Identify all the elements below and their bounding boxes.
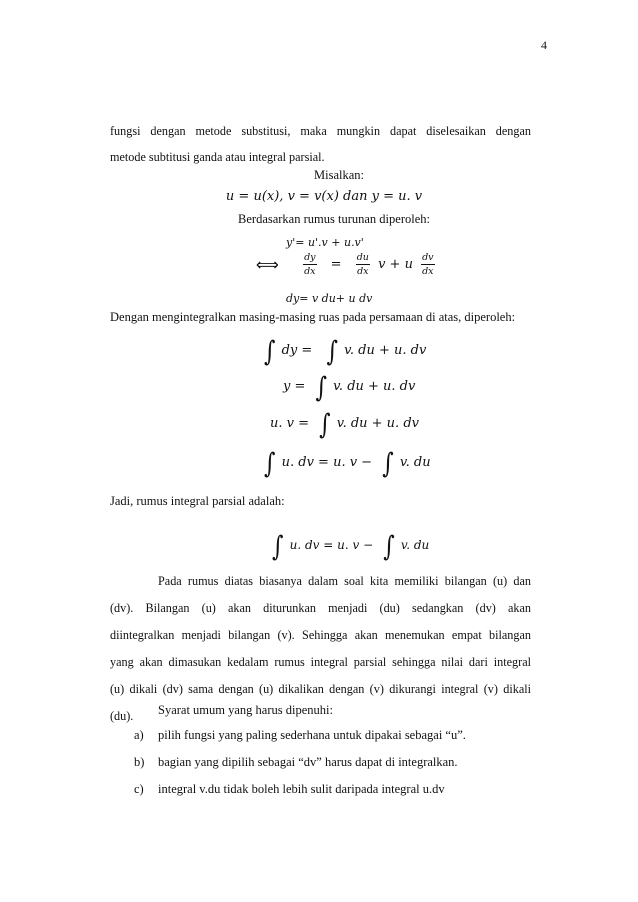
integral-sign-icon: ∫ — [319, 409, 331, 442]
jadi-sentence: Jadi, rumus integral parsial adalah: — [110, 494, 285, 508]
list-item: c) integral v.du tidak boleh lebih sulit daripada integral u.dv — [134, 782, 445, 796]
fraction-du-dx: $\frac{du}{dx}$ — [356, 252, 369, 277]
fraction-dy-dx: $\frac{dy}{dx}$ — [304, 252, 316, 277]
integral-line-3: u. v = ∫ v. du + u. dv — [270, 409, 419, 442]
conditions-list — [134, 722, 466, 803]
integral-sign-icon: ∫ — [382, 448, 394, 481]
derivative-fraction-equation: ⟺ $\frac{dy}{dx}$ = $\frac{du}{dx}$ v + u $\frac{dv}{dx}$ — [256, 252, 434, 277]
integral-line-4: ∫ u. dv = u. v − ∫ v. du — [264, 448, 431, 481]
equivalence-arrow-icon: ⟺ — [256, 255, 279, 274]
syarat-heading: Syarat umum yang harus dipenuhi: — [158, 703, 333, 717]
differential-line: dy= v du+ u dv — [286, 292, 373, 305]
integral-line-1: ∫ dy = ∫ v. du + u. dv — [264, 336, 427, 369]
final-formula: ∫ u. dv = u. v − ∫ v. du — [272, 531, 430, 564]
misalkan-label: Misalkan: — [314, 168, 364, 182]
page-number: 4 — [541, 38, 547, 52]
integrate-sentence: Dengan mengintegralkan masing-masing ruas pada persamaan di atas, diperoleh: — [110, 310, 516, 324]
definition-equation: u = u(x), v = v(x) dan y = u. v — [225, 189, 423, 204]
integral-sign-icon: ∫ — [383, 531, 395, 564]
explanation-paragraph: Pada rumus diatas biasanya dalam soal kita memiliki bilangan (u) dan (dv). Bilangan (u) akan diturunkan menjadi (du) sedangkan (dv) akan diintegralkan menjadi bilangan (v). Sehingga akan menemukan empat bilangan yang akan dimasukan kedalam rumus integral parsial sehingga nilai dari integral (u) dikali (dv) sama dengan (u) dikalikan dengan (v) dikurangi integral (v) dikali (du). — [110, 574, 531, 723]
integral-line-2: y = ∫ v. du + u. dv — [283, 372, 416, 405]
intro-paragraph — [110, 118, 531, 170]
intro-line-2: metode subtitusi ganda atau integral parsial. — [110, 150, 325, 164]
integral-sign-icon: ∫ — [326, 336, 338, 369]
list-item: a) pilih fungsi yang paling sederhana untuk dipakai sebagai “u”. — [134, 728, 466, 742]
integral-sign-icon: ∫ — [264, 336, 276, 369]
derivative-product-rule: y'= u'.v + u.v' — [286, 236, 364, 249]
integral-sign-icon: ∫ — [264, 448, 276, 481]
fraction-dv-dx: $\frac{dv}{dx}$ — [422, 252, 434, 277]
berdasarkan-label: Berdasarkan rumus turunan diperoleh: — [238, 212, 430, 226]
intro-line-1: fungsi dengan metode substitusi, maka mungkin dapat diselesaikan dengan — [110, 124, 531, 138]
list-item: b) bagian yang dipilih sebagai “dv” harus dapat di integralkan. — [134, 755, 458, 769]
integral-sign-icon: ∫ — [315, 372, 327, 405]
integral-sign-icon: ∫ — [272, 531, 284, 564]
